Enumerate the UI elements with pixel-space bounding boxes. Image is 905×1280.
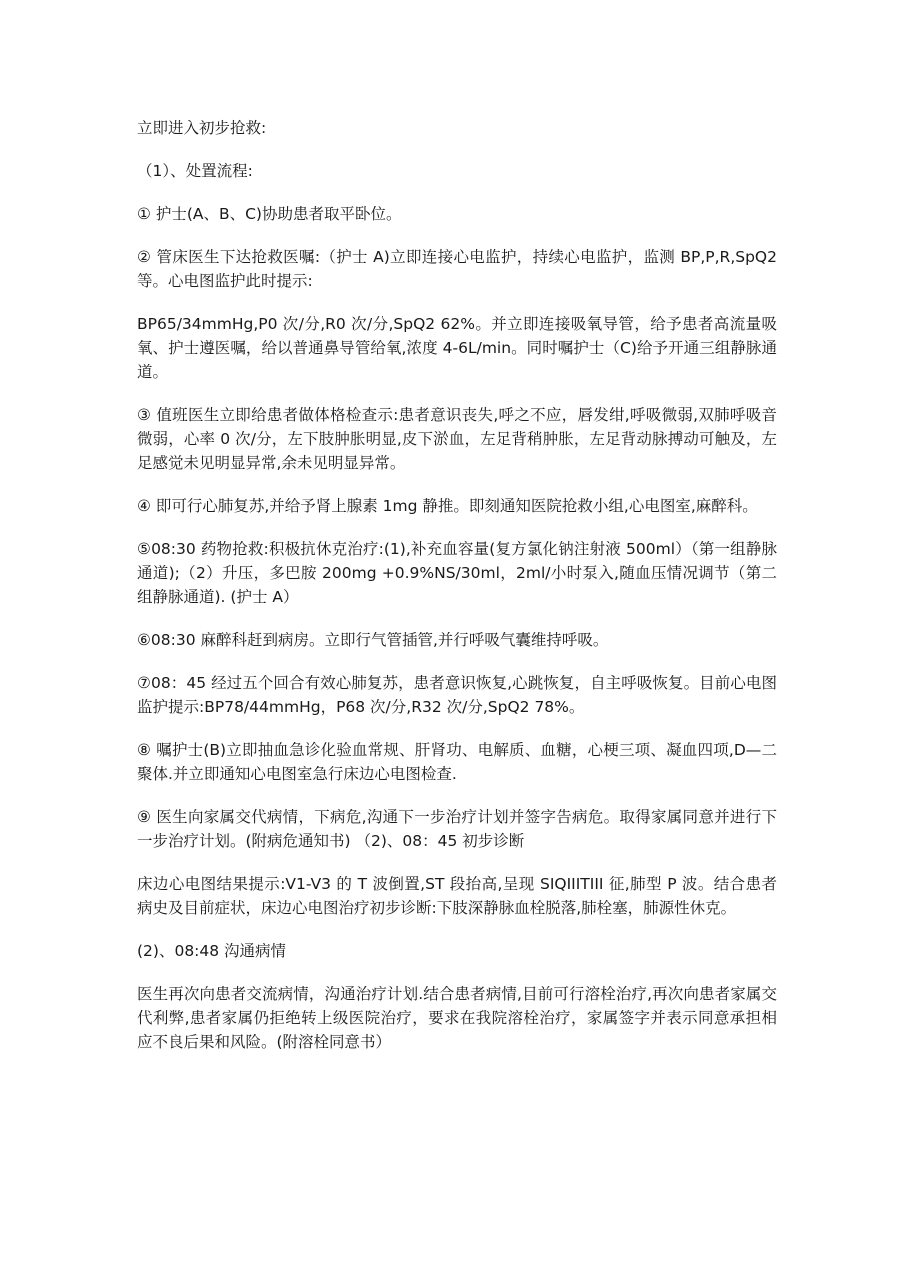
paragraph-step-2: ② 管床医生下达抢救医嘱:（护士 A)立即连接心电监护，持续心电监护，监测 BP,P,R,SpQ2 等。心电图监护此时提示: [137, 248, 777, 290]
document-body [137, 116, 777, 1073]
paragraph-communication-heading: (2)、08:48 沟通病情 [137, 942, 287, 960]
paragraph-step-1: ① 护士(A、B、C)协助患者取平卧位。 [137, 205, 402, 223]
paragraph-step-3: ③ 值班医生立即给患者做体格检查示:患者意识丧失,呼之不应，唇发绀,呼吸微弱,双肺呼吸音微弱，心率 0 次/分，左下肢肿胀明显,皮下淤血，左足背稍肿胀，左足背动脉搏动可触及，左足感觉未见明显异常,余未见明显异常。 [137, 406, 777, 472]
paragraph-step-8: ⑧ 嘱护士(B)立即抽血急诊化验血常规、肝肾功、电解质、血糖，心梗三项、凝血四项,D—二聚体.并立即通知心电图室急行床边心电图检查. [137, 741, 777, 783]
paragraph-vitals: BP65/34mmHg,P0 次/分,R0 次/分,SpQ2 62%。并立即连接吸氧导管，给予患者高流量吸氧、护士遵医嘱，给以普通鼻导管给氧,浓度 4-6L/min。同时嘱护士（C)给予开通三组静脉通道。 [137, 315, 777, 381]
paragraph-step-4: ④ 即可行心肺复苏,并给予肾上腺素 1mg 静推。即刻通知医院抢救小组,心电图室,麻醉科。 [137, 497, 758, 515]
paragraph-intro: 立即进入初步抢救: [137, 119, 267, 137]
paragraph-ecg-result: 床边心电图结果提示:V1-V3 的 T 波倒置,ST 段抬高,呈现 SIQIIITIII 征,肺型 P 波。结合患者病史及目前症状，床边心电图治疗初步诊断:下肢深静脉血栓脱落,肺栓塞，肺源性休克。 [137, 875, 777, 917]
paragraph-step-6: ⑥08:30 麻醉科赶到病房。立即行气管插管,并行呼吸气囊维持呼吸。 [137, 631, 609, 649]
paragraph-step-5: ⑤08:30 药物抢救:积极抗休克治疗:(1),补充血容量(复方氯化钠注射液 500ml）（第一组静脉通道);（2）升压，多巴胺 200mg +0.9%NS/30ml，2ml/小时泵入,随血压情况调节（第二组静脉通道). (护士 A） [137, 540, 777, 606]
paragraph-step-7: ⑦08：45 经过五个回合有效心肺复苏，患者意识恢复,心跳恢复，自主呼吸恢复。目前心电图监护提示:BP78/44mmHg，P68 次/分,R32 次/分,SpQ2 78%。 [137, 674, 777, 716]
paragraph-step-9: ⑨ 医生向家属交代病情，下病危,沟通下一步治疗计划并签字告病危。取得家属同意并进行下一步治疗计划。(附病危通知书) （2)、08：45 初步诊断 [137, 808, 777, 850]
paragraph-communication: 医生再次向患者交流病情，沟通治疗计划.结合患者病情,目前可行溶栓治疗,再次向患者家属交代利弊,患者家属仍拒绝转上级医院治疗，要求在我院溶栓治疗，家属签字并表示同意承担相应不良后果和风险。(附溶栓同意书） [137, 985, 777, 1051]
paragraph-section-heading: （1）、处置流程: [137, 162, 253, 180]
